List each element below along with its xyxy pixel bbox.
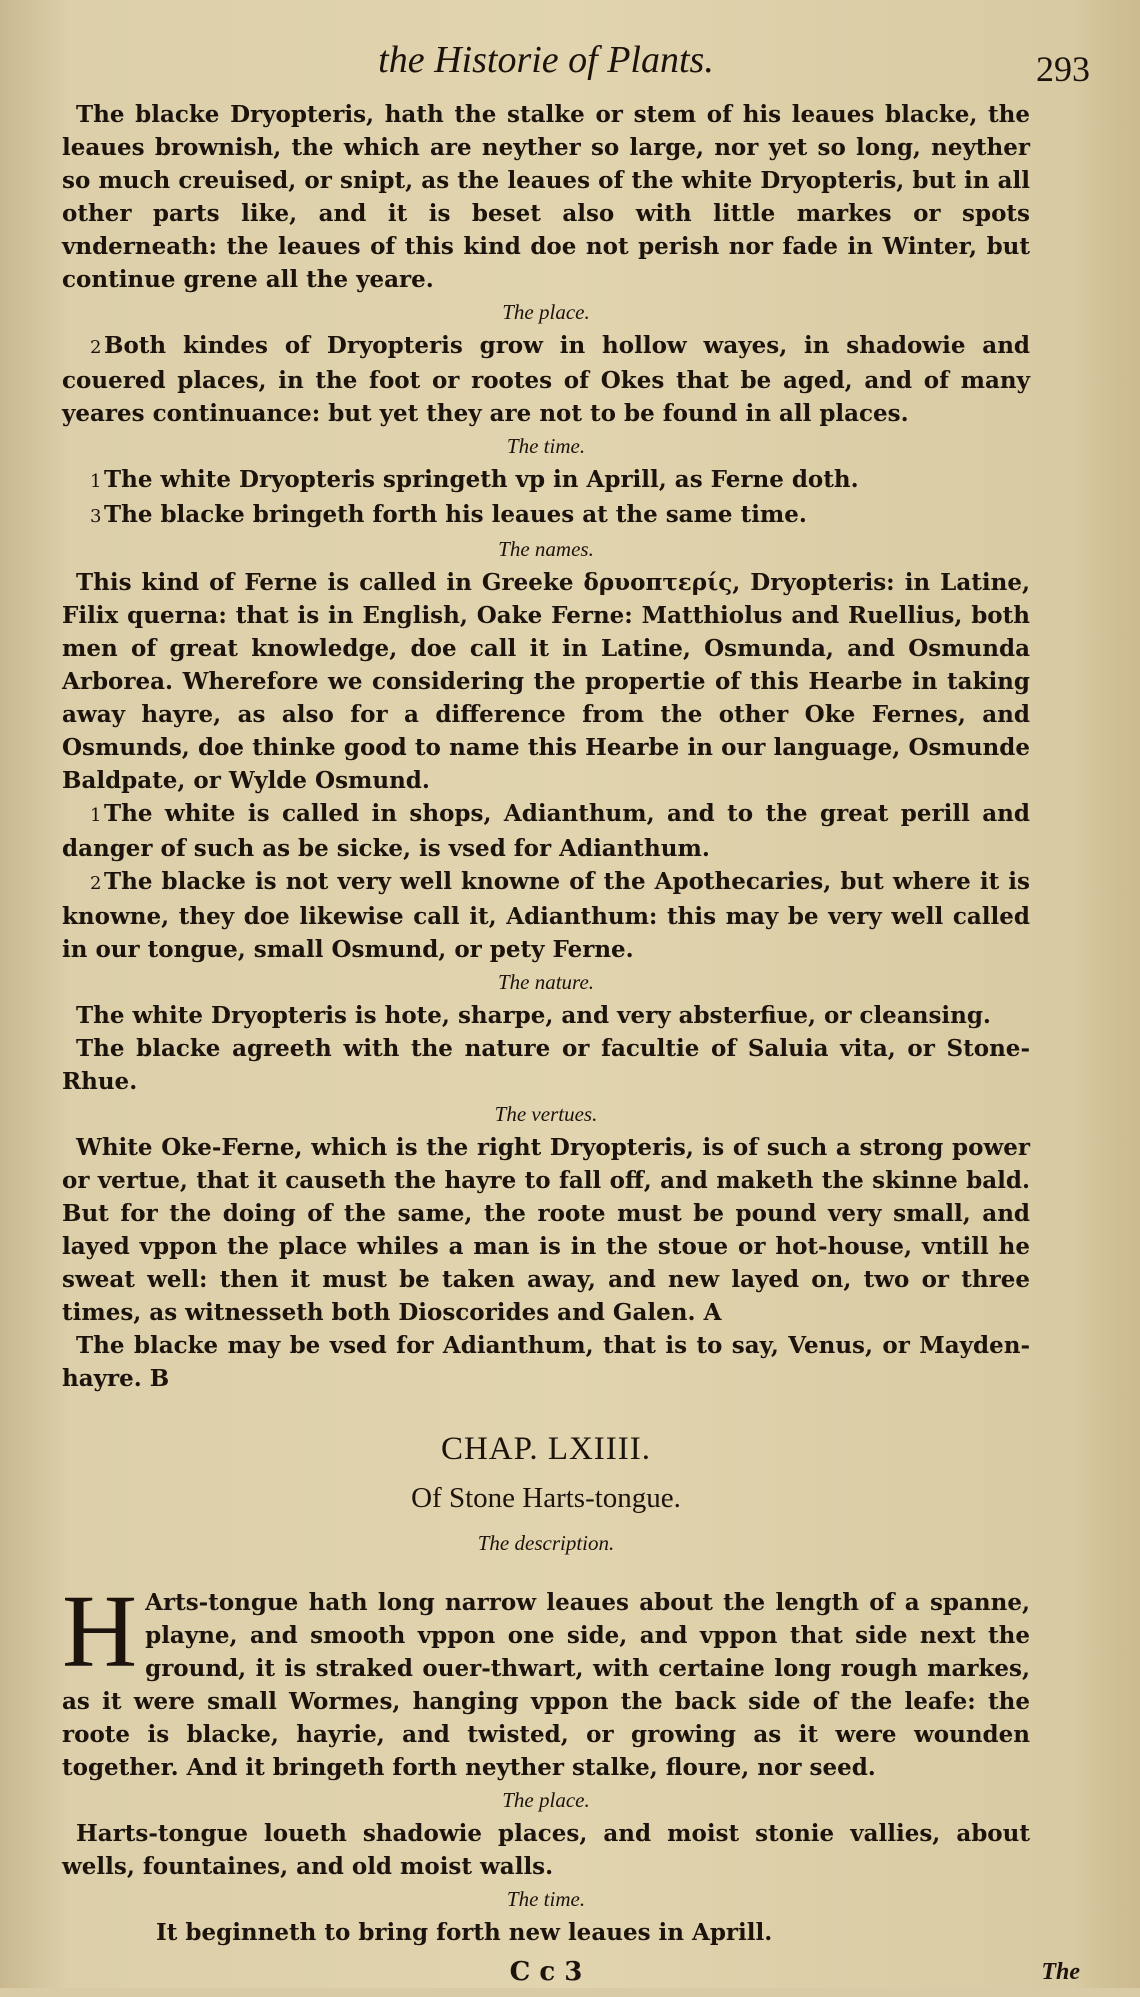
item-number: 1 — [90, 805, 102, 826]
drop-cap: H — [62, 1574, 138, 1689]
section-heading-vertues: The vertues. — [494, 1102, 598, 1126]
catchword: The — [1041, 1959, 1080, 1985]
time-item-text: The blacke bringeth forth his leaues at the same time. — [104, 501, 807, 528]
time-item — [62, 498, 1030, 533]
chapter-number: CHAP. LXIIII. — [440, 1431, 652, 1467]
vertues-paragraph-2 — [62, 1329, 1030, 1395]
vertues-paragraph — [62, 1131, 1030, 1329]
section-heading-place-2: The place. — [502, 1788, 590, 1812]
names-item — [62, 865, 1030, 966]
intro-paragraph: The blacke Dryopteris, hath the stalke or stem of his leaues blacke, the leaues brownish, the which are neyther so large, nor yet so long, neyther so much creuised, or snipt, as the leaues of the white Dryopteris, but in all other parts like, and it is beset also with little markes or spots vnderneath: the leaues of this kind doe not perish nor fade in Winter, but continue grene all the yeare. — [62, 101, 1030, 293]
section-heading-time: The time. — [506, 434, 586, 458]
item-number: 2 — [90, 337, 102, 358]
running-title: the Historie of Plants. — [378, 39, 714, 81]
section-heading-nature: The nature. — [497, 970, 595, 994]
vertues-text: White Oke-Ferne, which is the right Dryopteris, is of such a strong power or vertue, that it causeth the hayre to fall off, and maketh the skinne bald. But for the doing of the same, the roote must be pound very small, and layed vppon the place whiles a man is in the stoue or hot-house, vntill he sweat well: then it must be taken away, and new layed on, two or three times, as witnesseth both Dioscorides and Galen. — [62, 1134, 1030, 1326]
description-text: Arts-tongue hath long narrow leaues about the length of a spanne, playne, and smooth vppon one side, and vppon that side next the ground, it is straked ouer-thwart, with certaine long rough markes, as it were small Wormes, hanging vppon the back side of the leafe: the roote is blacke, hayrie, and twisted, or growing as it were wounden together. And it bringeth forth neyther stalke, floure, nor seed. — [62, 1589, 1030, 1781]
chapter-title: Of Stone Harts-tongue. — [411, 1482, 681, 1514]
place-paragraph — [62, 329, 1030, 430]
time-paragraph-2: It beginneth to bring forth new leaues in Aprill. — [156, 1919, 773, 1946]
nature-line: The blacke agreeth with the nature or facultie of Saluia vita, or Stone-Rhue. — [62, 1035, 1030, 1095]
section-heading-description: The description. — [477, 1531, 615, 1555]
section-heading-place: The place. — [502, 300, 590, 324]
description-paragraph — [62, 1574, 1030, 1784]
page-number: 293 — [1036, 49, 1090, 89]
signature-mark: C c 3 — [509, 1957, 583, 1987]
running-head — [62, 38, 1090, 98]
time-item — [62, 463, 1030, 498]
nature-line: The white Dryopteris is hote, sharpe, and very absterfiue, or cleansing. — [76, 1002, 991, 1029]
names-item — [62, 797, 1030, 865]
item-number: 2 — [90, 873, 102, 894]
section-heading-names: The names. — [498, 537, 594, 561]
item-number: 3 — [90, 506, 102, 527]
item-number: 1 — [90, 471, 102, 492]
time-item-text: The white Dryopteris springeth vp in Aprill, as Ferne doth. — [104, 466, 859, 493]
place-text: Both kindes of Dryopteris grow in hollow wayes, in shadowie and couered places, in the foot or rootes of Okes that be aged, and of many yeares continuance: but yet they are not to be found in all places. — [62, 332, 1030, 427]
page-footer — [62, 1957, 1080, 1997]
names-item-text: The white is called in shops, Adianthum, and to the great perill and danger of such as be sicke, is vsed for Adianthum. — [62, 800, 1030, 862]
vertues-text-2: The blacke may be vsed for Adianthum, that is to say, Venus, or Mayden-hayre. — [62, 1332, 1030, 1392]
names-item-text: The blacke is not very well knowne of the Apothecaries, but where it is knowne, they doe likewise call it, Adianthum: this may be very well called in our tongue, small Osmund, or pety Ferne. — [62, 868, 1030, 963]
margin-letter-b: B — [149, 1365, 170, 1392]
place-paragraph-2: Harts-tongue loueth shadowie places, and moist stonie vallies, about wells, fountaines, and old moist walls. — [62, 1820, 1030, 1880]
margin-letter-a: A — [703, 1299, 722, 1326]
names-paragraph: This kind of Ferne is called in Greeke δρυοπτερίς, Dryopteris: in Latine, Filix querna: that is in English, Oake Ferne: Matthiolus and Ruellius, both men of great knowledge, doe call it in Latine, Osmunda, and Osmunda Arborea. Wherefore we considering the propertie of this Hearbe in taking away hayre, as also for a difference from the other Oke Fernes, and Osmunds, doe thinke good to name this Hearbe in our language, Osmunde Baldpate, or Wylde Osmund. — [62, 569, 1030, 794]
section-heading-time-2: The time. — [506, 1887, 586, 1911]
